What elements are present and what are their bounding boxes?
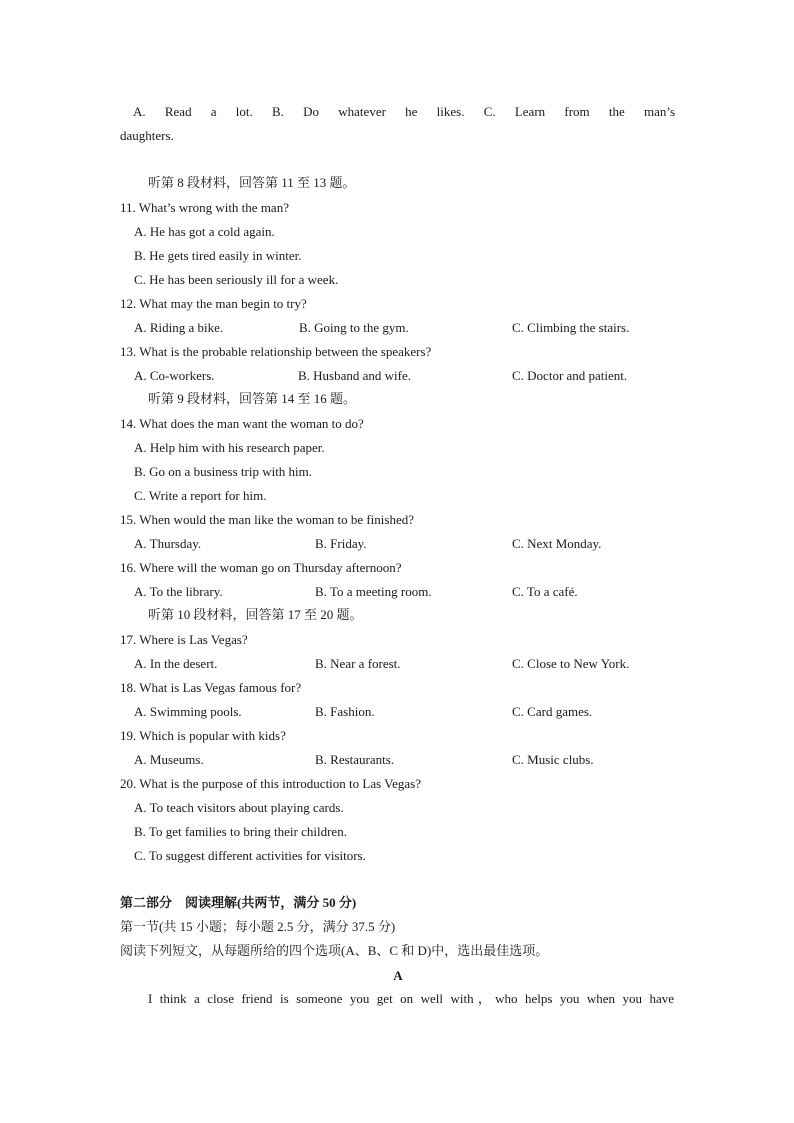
- question-20-option-a: A. To teach visitors about playing cards.: [134, 800, 344, 815]
- question-13-stem: 13. What is the probable relationship between the speakers?: [120, 344, 432, 359]
- question-17-option-b: B. Near a forest.: [315, 656, 401, 671]
- question-11-option-b: B. He gets tired easily in winter.: [134, 248, 302, 263]
- question-17-option-a: A. In the desert.: [134, 656, 218, 671]
- question-16-option-a: A. To the library.: [134, 584, 223, 599]
- question-15-option-a: A. Thursday.: [134, 536, 202, 551]
- question-18-option-a: A. Swimming pools.: [134, 704, 242, 719]
- q10-option-c-cont: daughters.: [120, 128, 174, 143]
- q10-option-a: A. Read a lot.: [133, 104, 253, 119]
- passage-label: A: [393, 968, 403, 983]
- question-15-stem: 15. When would the man like the woman to be finished?: [120, 512, 414, 527]
- question-15-option-b: B. Friday.: [315, 536, 367, 551]
- question-11-option-c: C. He has been seriously ill for a week.: [134, 272, 339, 287]
- q10-options-line: [133, 104, 675, 120]
- question-14-stem: 14. What does the man want the woman to do?: [120, 416, 364, 431]
- question-16-option-c: C. To a café.: [512, 584, 578, 599]
- question-16-option-b: B. To a meeting room.: [315, 584, 432, 599]
- question-11-stem: 11. What’s wrong with the man?: [120, 200, 289, 215]
- question-16-stem: 16. Where will the woman go on Thursday afternoon?: [120, 560, 402, 575]
- section-8-intro: 听第 8 段材料，回答第 11 至 13 题。: [148, 175, 356, 190]
- question-12-option-a: A. Riding a bike.: [134, 320, 224, 335]
- question-17-stem: 17. Where is Las Vegas?: [120, 632, 248, 647]
- passage-first-line: I think a close friend is someone you get on well with，who helps you when you have: [148, 991, 674, 1006]
- question-19-option-a: A. Museums.: [134, 752, 204, 767]
- section-10-intro: 听第 10 段材料，回答第 17 至 20 题。: [148, 607, 363, 622]
- question-14-option-b: B. Go on a business trip with him.: [134, 464, 313, 479]
- section-9-intro: 听第 9 段材料，回答第 14 至 16 题。: [148, 391, 357, 406]
- question-19-option-b: B. Restaurants.: [315, 752, 395, 767]
- question-12-option-b: B. Going to the gym.: [299, 320, 409, 335]
- question-18-stem: 18. What is Las Vegas famous for?: [120, 680, 302, 695]
- question-18-option-c: C. Card games.: [512, 704, 593, 719]
- question-14-option-a: A. Help him with his research paper.: [134, 440, 325, 455]
- question-11-option-a: A. He has got a cold again.: [134, 224, 275, 239]
- question-13-option-c: C. Doctor and patient.: [512, 368, 628, 383]
- question-19-option-c: C. Music clubs.: [512, 752, 594, 767]
- q10-option-c: C. Learn from the man’s: [483, 104, 676, 119]
- q10-option-b: B. Do whatever he likes.: [272, 104, 465, 119]
- part2-heading: 第二部分 阅读理解(共两节，满分 50 分): [120, 895, 357, 910]
- question-20-option-b: B. To get families to bring their children.: [134, 824, 347, 839]
- question-14-option-c: C. Write a report for him.: [134, 488, 267, 503]
- question-15-option-c: C. Next Monday.: [512, 536, 602, 551]
- question-20-stem: 20. What is the purpose of this introduction to Las Vegas?: [120, 776, 421, 791]
- part2-instruction: 阅读下列短文，从每题所给的四个选项(A、B、C 和 D)中，选出最佳选项。: [120, 943, 549, 958]
- part2-section1-heading: 第一节(共 15 小题；每小题 2.5 分，满分 37.5 分): [120, 919, 396, 934]
- question-19-stem: 19. Which is popular with kids?: [120, 728, 286, 743]
- question-20-option-c: C. To suggest different activities for visitors.: [134, 848, 366, 863]
- question-17-option-c: C. Close to New York.: [512, 656, 630, 671]
- question-18-option-b: B. Fashion.: [315, 704, 375, 719]
- question-12-option-c: C. Climbing the stairs.: [512, 320, 630, 335]
- question-13-option-a: A. Co-workers.: [134, 368, 215, 383]
- question-12-stem: 12. What may the man begin to try?: [120, 296, 307, 311]
- question-13-option-b: B. Husband and wife.: [298, 368, 412, 383]
